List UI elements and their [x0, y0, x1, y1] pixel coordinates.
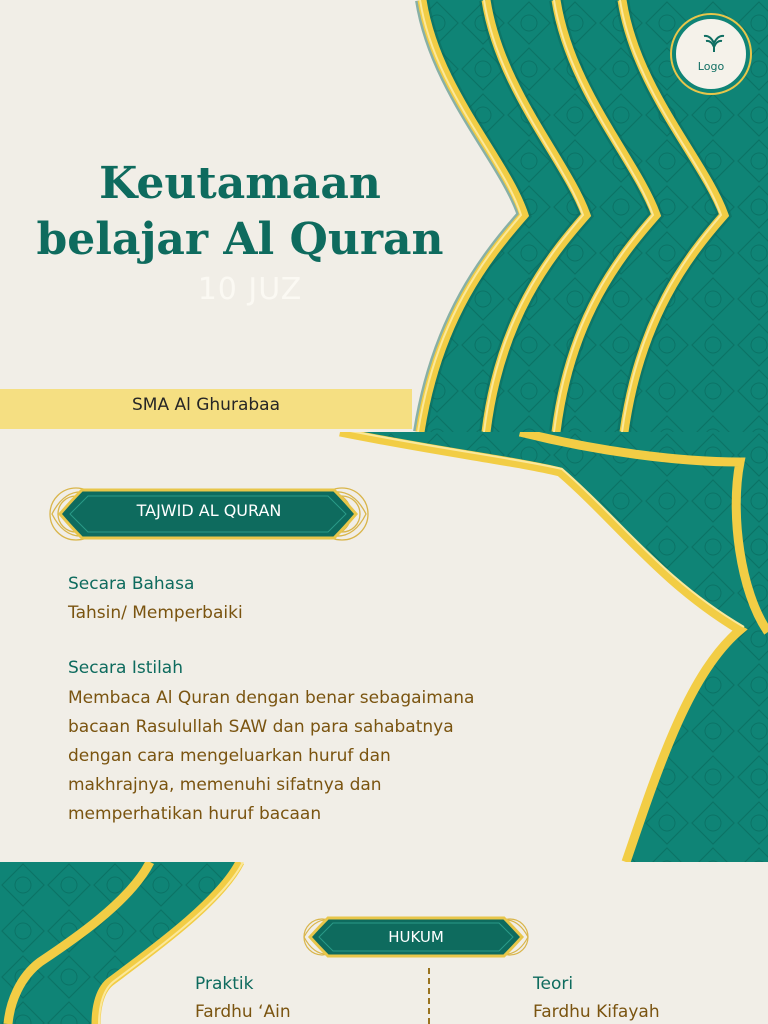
- column-divider: [428, 968, 430, 1024]
- istilah-line: makhrajnya, memenuhi sifatnya dan: [68, 775, 382, 795]
- section-badge-tajwid: TAJWID AL QURAN: [136, 501, 282, 520]
- leaf-wave-logo-icon: [702, 33, 726, 53]
- slide-hukum: [0, 862, 768, 1024]
- praktik-value: Fardhu ‘Ain: [195, 1002, 291, 1022]
- logo-text: Logo: [697, 60, 725, 73]
- istilah-paragraph: [68, 684, 518, 829]
- slide-tajwid: [0, 432, 768, 862]
- logo-badge: [672, 15, 750, 93]
- istilah-line: dengan cara mengeluarkan huruf dan: [68, 746, 391, 766]
- school-name: SMA Al Ghurabaa: [131, 395, 280, 415]
- bahasa-heading: Secara Bahasa: [68, 574, 195, 594]
- teori-value: Fardhu Kifayah: [533, 1002, 660, 1022]
- faded-subtitle: 10 JUZ: [197, 272, 303, 307]
- istilah-heading: Secara Istilah: [68, 658, 183, 678]
- istilah-line: bacaan Rasulullah SAW dan para sahabatnya: [68, 717, 454, 737]
- teori-heading: Teori: [533, 974, 574, 994]
- title-line-2: belajar Al Quran: [36, 214, 444, 265]
- title-line-1: Keutamaan: [99, 158, 381, 209]
- section-badge-hukum: HUKUM: [388, 928, 444, 946]
- page-title: [30, 156, 450, 268]
- istilah-line: memperhatikan huruf bacaan: [68, 804, 322, 824]
- slide-title: [0, 0, 768, 432]
- bahasa-text: Tahsin/ Memperbaiki: [68, 603, 243, 623]
- istilah-line: Membaca Al Quran dengan benar sebagaimana: [68, 688, 475, 708]
- praktik-heading: Praktik: [195, 974, 254, 994]
